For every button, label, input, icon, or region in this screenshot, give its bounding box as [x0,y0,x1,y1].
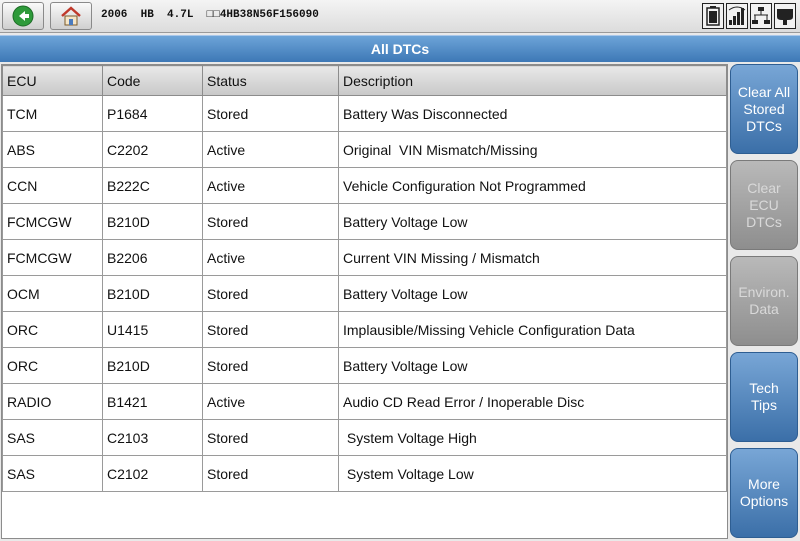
environ-data-button[interactable]: Environ. Data [730,256,798,346]
ecu-cell: RADIO [3,384,103,420]
description-cell: Battery Voltage Low [339,276,727,312]
ecu-cell: ORC [3,348,103,384]
code-cell: B210D [103,348,203,384]
dtc-table [1,64,728,539]
page-title: All DTCs [0,35,800,62]
battery-icon [702,3,724,29]
status-cell: Stored [203,276,339,312]
more-options-button[interactable]: More Options [730,448,798,538]
connector-icon [774,3,796,29]
status-cell: Stored [203,204,339,240]
ecu-cell: SAS [3,420,103,456]
status-cell: Stored [203,348,339,384]
table-row[interactable] [3,96,727,132]
ecu-cell: OCM [3,276,103,312]
signal-icon [726,3,748,29]
code-cell: P1684 [103,96,203,132]
back-button[interactable] [2,2,44,30]
status-cell: Active [203,168,339,204]
status-cell: Active [203,384,339,420]
table-row[interactable] [3,312,727,348]
column-header-description[interactable]: Description [339,66,727,96]
clear-ecu-dtcs-button[interactable]: Clear ECU DTCs [730,160,798,250]
clear-all-stored-dtcs-button[interactable]: Clear All Stored DTCs [730,64,798,154]
description-cell: Current VIN Missing / Mismatch [339,240,727,276]
ecu-cell: ORC [3,312,103,348]
ecu-cell: ABS [3,132,103,168]
ecu-cell: TCM [3,96,103,132]
column-header-ecu[interactable]: ECU [3,66,103,96]
description-cell: Original VIN Mismatch/Missing [339,132,727,168]
description-cell: Battery Was Disconnected [339,96,727,132]
back-arrow-icon [12,5,34,27]
table-row[interactable] [3,240,727,276]
description-cell: Implausible/Missing Vehicle Configuration Data [339,312,727,348]
description-cell: Vehicle Configuration Not Programmed [339,168,727,204]
status-cell: Active [203,240,339,276]
code-cell: B1421 [103,384,203,420]
code-cell: B222C [103,168,203,204]
ecu-cell: CCN [3,168,103,204]
code-cell: C2202 [103,132,203,168]
tech-tips-button[interactable]: Tech Tips [730,352,798,442]
ecu-cell: SAS [3,456,103,492]
code-cell: C2102 [103,456,203,492]
code-cell: B210D [103,204,203,240]
table-row[interactable] [3,132,727,168]
description-cell: System Voltage High [339,420,727,456]
table-row[interactable] [3,420,727,456]
description-cell: Battery Voltage Low [339,204,727,240]
ecu-cell: FCMCGW [3,204,103,240]
status-cell: Stored [203,96,339,132]
table-header-row [3,66,727,96]
column-header-status[interactable]: Status [203,66,339,96]
status-cell: Stored [203,420,339,456]
description-cell: Audio CD Read Error / Inoperable Disc [339,384,727,420]
home-icon [59,5,83,27]
ecu-cell: FCMCGW [3,240,103,276]
table-row[interactable] [3,384,727,420]
table-row[interactable] [3,456,727,492]
top-toolbar [0,0,800,33]
home-button[interactable] [50,2,92,30]
status-icons [702,3,796,29]
network-icon [750,3,772,29]
code-cell: U1415 [103,312,203,348]
description-cell: Battery Voltage Low [339,348,727,384]
table-row[interactable] [3,168,727,204]
status-cell: Active [203,132,339,168]
status-cell: Stored [203,456,339,492]
table-row[interactable] [3,276,727,312]
code-cell: C2103 [103,420,203,456]
status-cell: Stored [203,312,339,348]
vehicle-info: 2006 HB 4.7L □□4HB38N56F156090 [101,9,319,21]
table-row[interactable] [3,204,727,240]
code-cell: B2206 [103,240,203,276]
table-row[interactable] [3,348,727,384]
description-cell: System Voltage Low [339,456,727,492]
code-cell: B210D [103,276,203,312]
column-header-code[interactable]: Code [103,66,203,96]
